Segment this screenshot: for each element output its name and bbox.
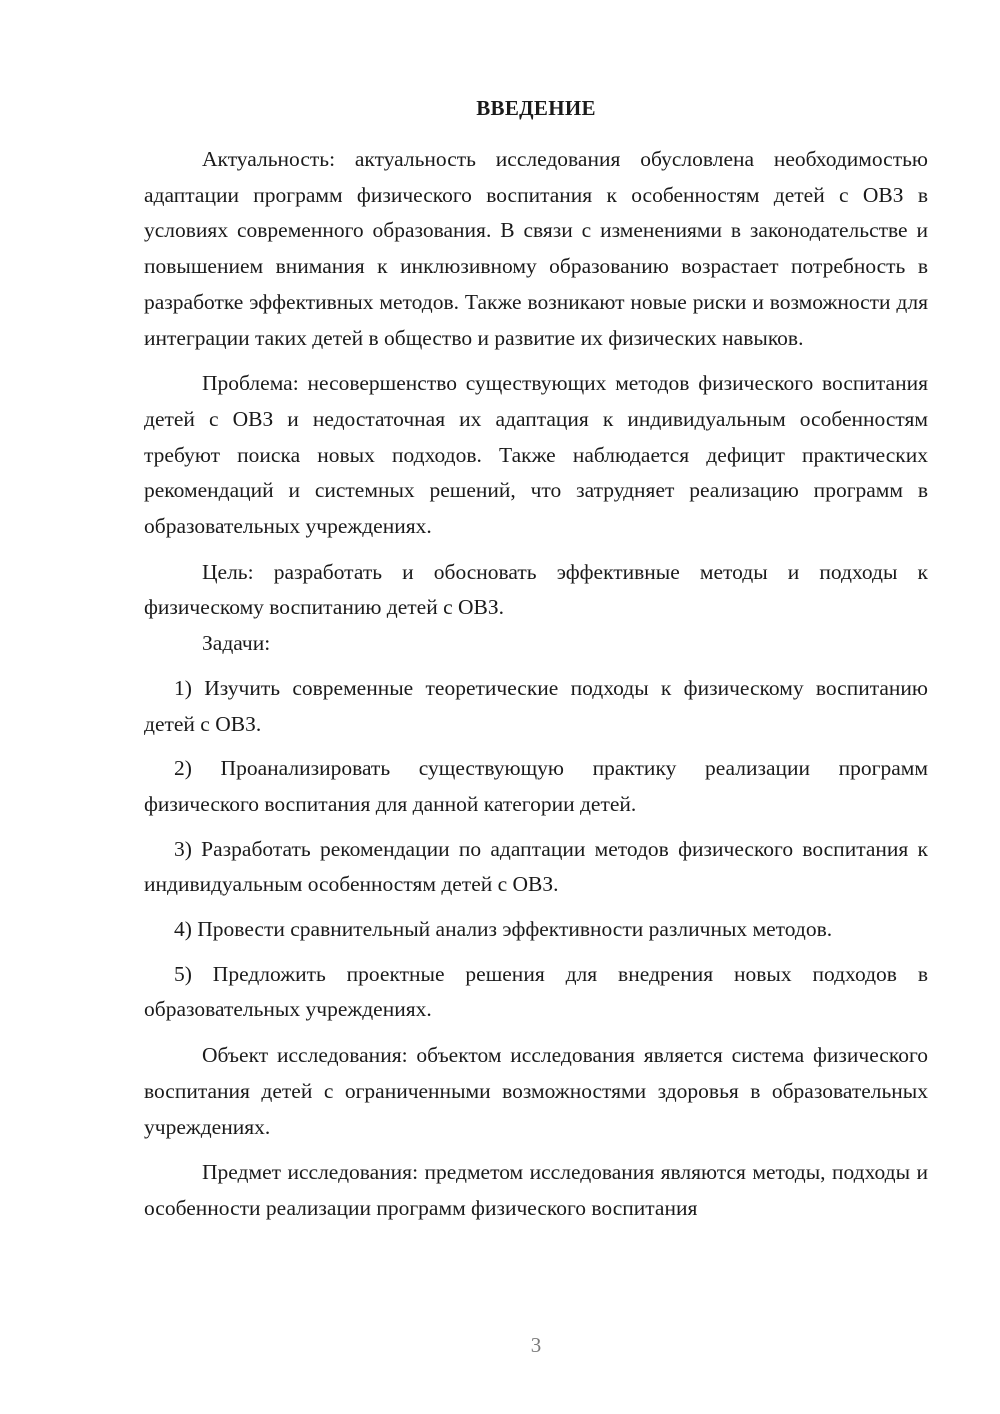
goal-paragraph: Цель: разработать и обосновать эффективные методы и подходы к физическому воспитанию детей с ОВЗ. [144, 559, 928, 620]
task-item-2: 2) Проанализировать существующую практику реализации программ физического воспитания для данной категории детей. [144, 756, 928, 816]
subject-paragraph: Предмет исследования: предметом исследования являются методы, подходы и особенности реализации программ физического воспитания [144, 1160, 928, 1220]
task-item-5: 5) Предложить проектные решения для внедрения новых подходов в образовательных учреждениях. [144, 961, 928, 1022]
task-item-1: 1) Изучить современные теоретические подходы к физическому воспитанию детей с ОВЗ. [144, 675, 928, 736]
task-item-4: 4) Провести сравнительный анализ эффективности различных методов. [174, 917, 833, 942]
task-item-3: 3) Разработать рекомендации по адаптации методов физического воспитания к индивидуальным особенностям детей с ОВЗ. [144, 836, 928, 897]
document-body [144, 142, 928, 1227]
page-number: 3 [530, 1333, 542, 1357]
object-paragraph: Объект исследования: объектом исследования является система физического воспитания детей с ограниченными возможностями здоровья в образовательных учреждениях. [144, 1043, 928, 1139]
page-title: ВВЕДЕНИЕ [476, 96, 596, 120]
problem-paragraph: Проблема: несовершенство существующих методов физического воспитания детей с ОВЗ и недостаточная их адаптация к индивидуальным особенностям требуют поиска новых подходов. Также наблюдается дефицит практических рекомендаций и системных решений, что затрудняет реализацию программ в образовательных учреждениях. [144, 371, 928, 539]
relevance-paragraph: Актуальность: актуальность исследования обусловлена необходимостью адаптации программ физического воспитания к особенностям детей с ОВЗ в условиях современного образования. В связи с изменениями в законодательстве и повышением внимания к инклюзивному образованию возрастает потребность в разработке эффективных методов. Также возникают новые риски и возможности для интеграции таких детей в общество и развитие их физических навыков. [144, 147, 928, 350]
tasks-heading: Задачи: [202, 631, 271, 656]
